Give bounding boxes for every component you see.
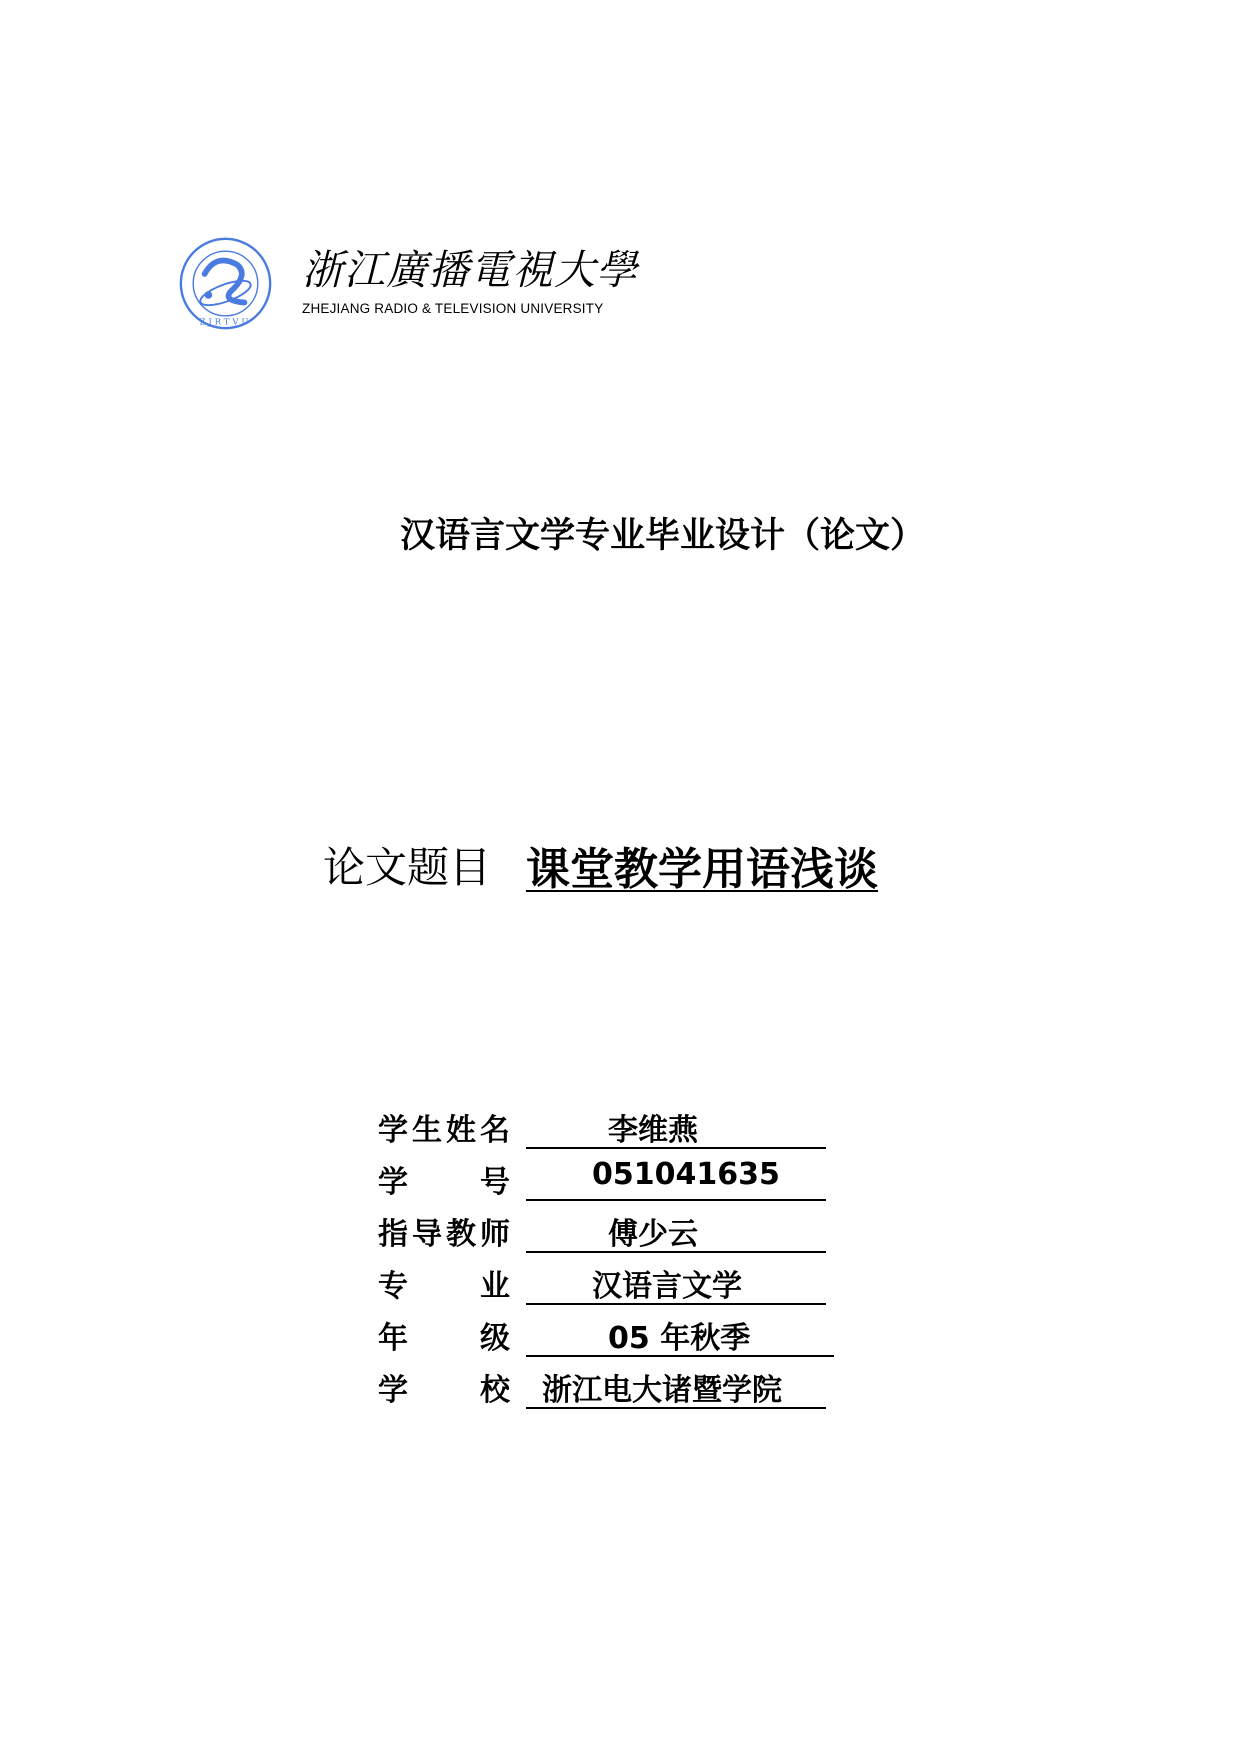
field-value: 051041635 <box>592 1157 780 1192</box>
field-student-id <box>378 1157 838 1209</box>
field-major <box>378 1261 838 1313</box>
field-value: 李维燕 <box>608 1113 698 1148</box>
university-seal-logo <box>178 236 273 331</box>
field-value: 傅少云 <box>608 1217 698 1252</box>
field-school <box>378 1365 838 1417</box>
field-label: 指导教师 <box>378 1217 510 1252</box>
field-value: 汉语言文学 <box>592 1269 742 1304</box>
field-label: 学 号 <box>378 1165 510 1200</box>
field-label: 专 业 <box>378 1269 510 1304</box>
svg-text:ZJRTVU: ZJRTVU <box>199 317 252 328</box>
field-value: 浙江电大诸暨学院 <box>542 1373 782 1408</box>
field-underline <box>526 1209 826 1253</box>
field-advisor <box>378 1209 838 1261</box>
field-label: 学生姓名 <box>378 1113 510 1148</box>
thesis-title: 课堂教学用语浅谈 <box>526 844 878 895</box>
field-label: 学 校 <box>378 1373 510 1408</box>
university-name-cn: 浙江廣播電視大學 <box>302 246 638 294</box>
field-underline <box>526 1261 826 1305</box>
field-underline <box>526 1365 826 1409</box>
field-value: 05 年秋季 <box>608 1321 751 1356</box>
field-label: 年 级 <box>378 1321 510 1356</box>
document-heading: 汉语言文学专业毕业设计（论文） <box>400 516 926 556</box>
field-grade <box>378 1313 838 1365</box>
field-student-name <box>378 1105 838 1157</box>
university-name-en: ZHEJIANG RADIO & TELEVISION UNIVERSITY <box>302 301 604 316</box>
field-underline <box>526 1105 826 1149</box>
field-underline <box>526 1313 834 1357</box>
student-info-table <box>378 1105 838 1417</box>
thesis-title-label: 论文题目 <box>323 843 492 892</box>
field-underline <box>526 1157 826 1201</box>
